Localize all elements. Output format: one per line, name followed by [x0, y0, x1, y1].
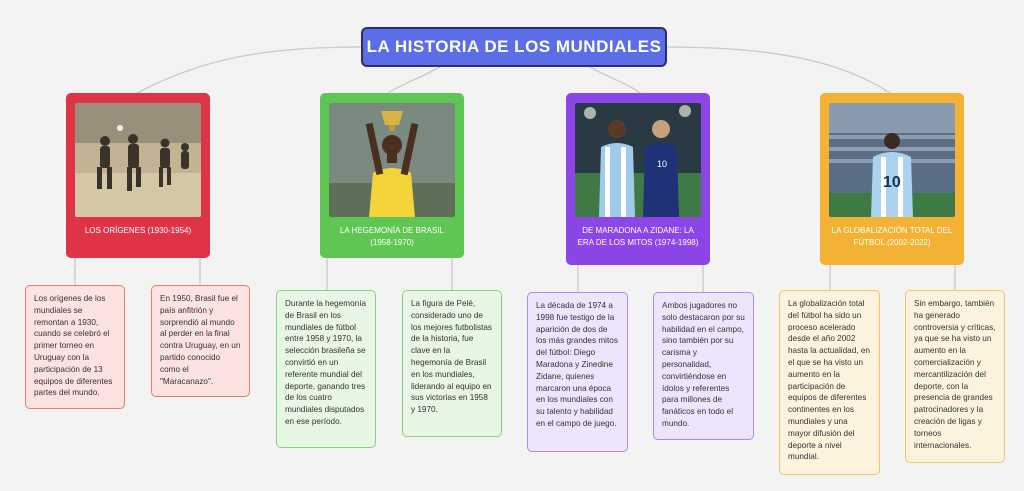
svg-text:10: 10: [657, 159, 668, 169]
vintage-football-match-photo: [75, 103, 201, 217]
note-myths-1: [527, 292, 628, 452]
note-myths-2: [653, 292, 754, 440]
era-card-myths: [566, 93, 710, 265]
era-label: LA HEGEMONÍA DE BRASIL (1958-1970): [339, 226, 445, 247]
main-title: [361, 27, 667, 67]
note-text: Ambos jugadores no solo destacaron por su habilidad en el campo, sino también por su carisma y personalidad, convirtiéndose en ídolos y referentes para millones de fanáticos en todo el mundo.: [662, 301, 745, 428]
note-brazil-2: [402, 290, 502, 437]
two-players-stadium-photo: [575, 103, 701, 217]
main-title-text: LA HISTORIA DE LOS MUNDIALES: [366, 37, 662, 56]
note-text: Sin embargo, también ha generado controversia y críticas, ya que se ha visto un aumento en la comercialización y mercantilización del deporte, con la presencia de grandes patrocinadores y la creación de ligas y torneos internacionales.: [914, 299, 996, 450]
era-card-origins: [66, 93, 210, 258]
note-brazil-1: [276, 290, 376, 448]
era-card-brazil: [320, 93, 464, 258]
player-raising-trophy-photo: [329, 103, 455, 217]
era-card-globalization: [820, 93, 964, 265]
note-origins-2: [151, 285, 250, 397]
note-text: La década de 1974 a 1998 fue testigo de la aparición de dos de los más grandes mitos del fútbol: Diego Maradona y Zinedine Zidane, quienes marcaron una época en los mundiales con su talento y habilidad en el campo de juego.: [536, 301, 618, 428]
note-text: En 1950, Brasil fue el país anfitrión y sorprendió al mundo al perder en la final contra Uruguay, en un partido conocido como el "Maracanazo".: [160, 294, 241, 386]
note-origins-1: [25, 285, 125, 409]
note-globalization-1: [779, 290, 880, 475]
era-label: LA GLOBALIZACIÓN TOTAL DEL FÚTBOL (2002-2022): [831, 226, 953, 247]
note-text: Los orígenes de los mundiales se remontan a 1930, cuando se celebró el primer torneo en Uruguay con la participación de 13 equipos de diferentes partes del mundo.: [34, 294, 113, 398]
note-globalization-2: [905, 290, 1005, 463]
player-number-10-photo: [829, 103, 955, 217]
note-text: Durante la hegemonía de Brasil en los mundiales de fútbol entre 1958 y 1970, la selección brasileña se convirtió en un referente mundial del deporte, ganando tres de los cuatro mundiales disputados en ese período.: [285, 299, 367, 426]
era-label: DE MARADONA A ZIDANE: LA ERA DE LOS MITOS (1974-1998): [577, 226, 699, 247]
jersey-number: 10: [883, 174, 901, 191]
note-text: La figura de Pelé, considerado uno de los mejores futbolistas de la historia, fue clave en la hegemonía de Brasil en los mundiales, liderando al equipo en sus victorias en 1958 y 1970.: [411, 299, 492, 415]
note-text: La globalización total del fútbol ha sido un proceso acelerado desde el año 2002 hasta la actualidad, en el que se ha visto un aumento en la participación de equipos de diferentes continentes en los mundiales y una mayor difusión del deporte a nivel mundial.: [788, 299, 870, 462]
era-label: LOS ORÍGENES (1930-1954): [84, 226, 192, 235]
